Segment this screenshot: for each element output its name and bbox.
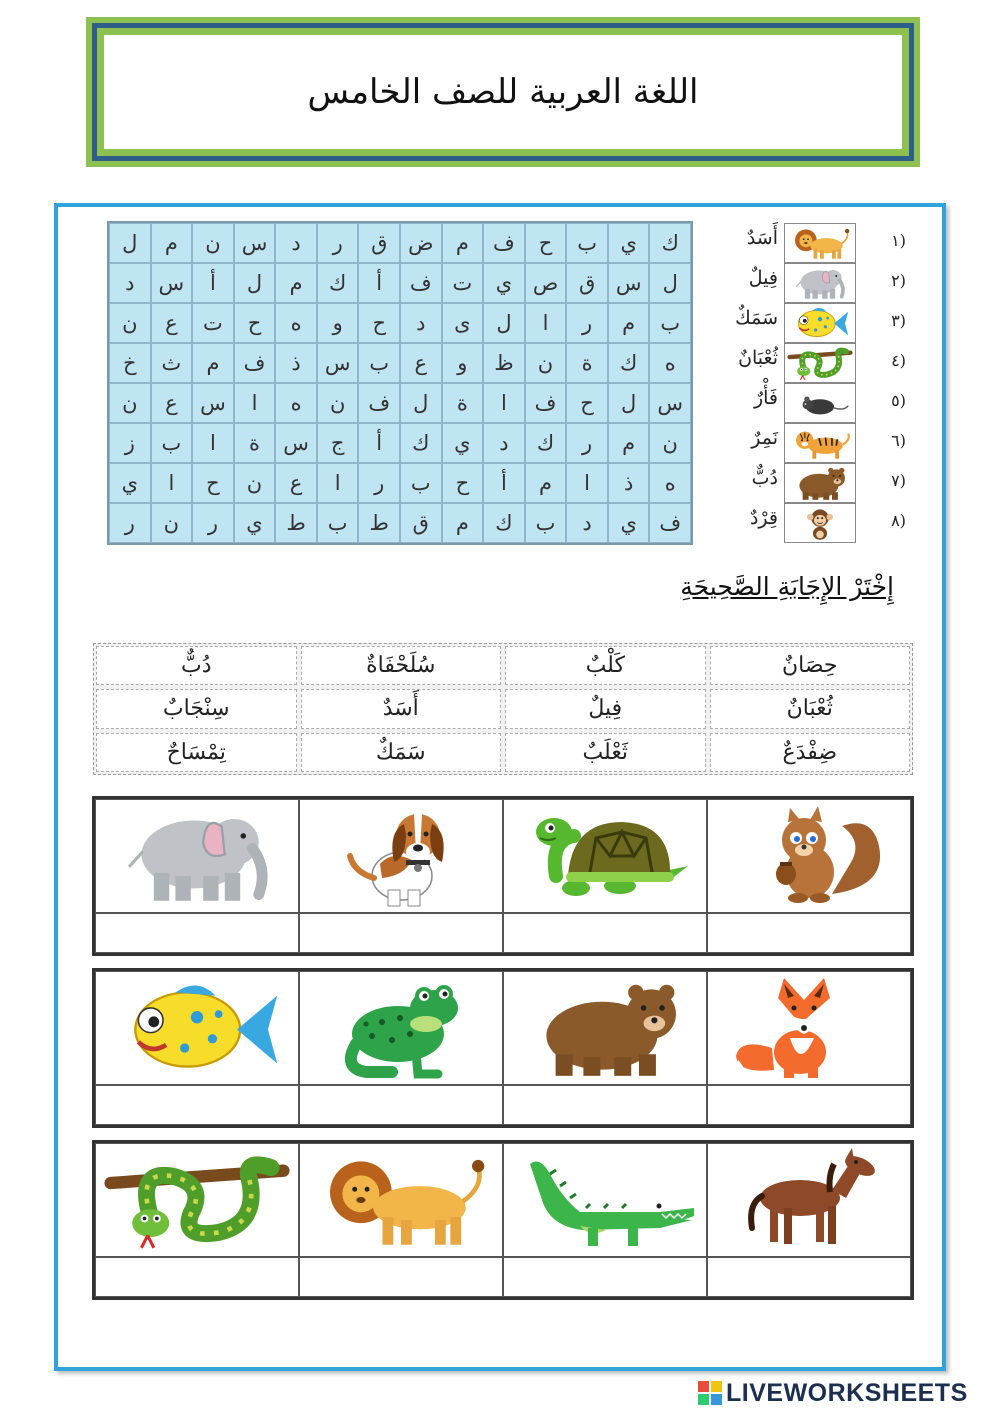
word-list-word: ثُعْبَانٌ — [738, 347, 778, 369]
grid-cell[interactable]: ل — [483, 303, 525, 343]
grid-cell[interactable]: ا — [192, 423, 234, 463]
picture-cell — [299, 1143, 503, 1257]
grid-cell[interactable]: أ — [483, 463, 525, 503]
grid-cell[interactable]: ك — [317, 263, 359, 303]
grid-cell[interactable]: ح — [566, 383, 608, 423]
picture-table-3 — [92, 1140, 914, 1300]
answer-drop-zone[interactable] — [299, 1085, 503, 1125]
picture-cell — [503, 971, 707, 1085]
grid-cell[interactable]: ب — [566, 223, 608, 263]
header-banner — [86, 17, 920, 167]
grid-cell[interactable]: ب — [649, 303, 691, 343]
grid-cell[interactable]: س — [317, 343, 359, 383]
grid-cell[interactable]: ك — [525, 423, 567, 463]
grid-cell[interactable]: ه — [275, 383, 317, 423]
elephant-icon — [102, 802, 292, 910]
crocodile-icon — [510, 1146, 700, 1254]
grid-cell[interactable]: ه — [649, 343, 691, 383]
watermark-text: LIVEWORKSHEETS — [726, 1378, 968, 1407]
grid-cell[interactable]: ق — [566, 263, 608, 303]
grid-cell[interactable]: ر — [192, 503, 234, 543]
grid-cell[interactable]: ع — [151, 383, 193, 423]
grid-cell[interactable]: ي — [608, 503, 650, 543]
grid-cell[interactable]: ن — [649, 423, 691, 463]
grid-cell[interactable]: و — [317, 303, 359, 343]
grid-cell[interactable]: ب — [400, 463, 442, 503]
word-list-item — [712, 223, 912, 263]
fish-icon — [784, 303, 856, 343]
grid-cell[interactable]: ن — [109, 383, 151, 423]
grid-cell[interactable]: ق — [400, 503, 442, 543]
grid-cell[interactable]: ظ — [483, 343, 525, 383]
grid-cell[interactable]: ف — [358, 383, 400, 423]
grid-cell[interactable]: ح — [442, 463, 484, 503]
grid-cell[interactable]: ل — [400, 383, 442, 423]
answer-drop-zone[interactable] — [299, 913, 503, 953]
grid-cell[interactable]: م — [608, 303, 650, 343]
fox-icon — [714, 974, 904, 1082]
word-list-item — [712, 463, 912, 503]
grid-cell[interactable]: ي — [608, 223, 650, 263]
grid-cell[interactable]: أ — [358, 423, 400, 463]
grid-cell[interactable]: ي — [483, 263, 525, 303]
liveworksheets-watermark — [698, 1378, 968, 1408]
grid-cell[interactable]: ي — [234, 503, 276, 543]
grid-cell[interactable]: ن — [525, 343, 567, 383]
grid-cell[interactable]: ع — [400, 343, 442, 383]
grid-cell[interactable]: ا — [525, 303, 567, 343]
grid-cell[interactable]: ح — [192, 463, 234, 503]
grid-cell[interactable]: ن — [151, 503, 193, 543]
word-search-grid — [107, 221, 693, 545]
picture-cell — [95, 971, 299, 1085]
word-list-number: ٦) — [891, 431, 906, 450]
grid-cell[interactable]: س — [151, 263, 193, 303]
turtle-icon — [510, 802, 700, 910]
answer-drop-zone[interactable] — [707, 913, 911, 953]
header-border-blue — [92, 23, 914, 161]
grid-cell[interactable]: س — [192, 383, 234, 423]
grid-cell[interactable]: ف — [649, 503, 691, 543]
answer-drop-zone[interactable] — [503, 1085, 707, 1125]
grid-cell[interactable]: م — [442, 223, 484, 263]
grid-cell[interactable]: س — [608, 263, 650, 303]
word-list-number: ٥) — [891, 391, 906, 410]
answer-drop-zone[interactable] — [503, 1257, 707, 1297]
picture-cell — [707, 799, 911, 913]
lion-icon — [784, 223, 856, 263]
picture-table-2 — [92, 968, 914, 1128]
word-list-word: دُبٌّ — [751, 467, 778, 489]
grid-cell[interactable]: م — [192, 343, 234, 383]
word-bank-item[interactable]: سُلَحْفَاةٌ — [301, 646, 502, 685]
grid-cell[interactable]: ف — [483, 223, 525, 263]
word-list-word: فَأْرٌ — [753, 387, 778, 409]
grid-cell[interactable]: د — [109, 263, 151, 303]
instruction-heading: إِخْتَرْ الإِجَابَةِ الصَّحِيحَةِ — [680, 572, 894, 601]
word-list-word: سَمَكٌ — [735, 307, 778, 329]
grid-cell[interactable]: ن — [317, 383, 359, 423]
grid-cell[interactable]: ي — [109, 463, 151, 503]
grid-cell[interactable]: د — [566, 503, 608, 543]
word-bank-item[interactable]: سَمَكٌ — [301, 733, 502, 772]
grid-cell[interactable]: س — [649, 383, 691, 423]
word-list-word: نَمِرٌ — [751, 427, 778, 449]
grid-cell[interactable]: ع — [275, 463, 317, 503]
picture-cell — [95, 799, 299, 913]
word-list-number: ٣) — [891, 311, 906, 330]
word-bank-item[interactable]: ثَعْلَبٌ — [505, 733, 706, 772]
grid-cell[interactable]: ة — [442, 383, 484, 423]
word-bank-item[interactable]: ثُعْبَانٌ — [710, 689, 911, 728]
dog-icon — [306, 802, 496, 910]
answer-drop-zone[interactable] — [95, 1257, 299, 1297]
grid-cell[interactable]: أ — [358, 263, 400, 303]
grid-cell[interactable]: ج — [317, 423, 359, 463]
grid-cell[interactable]: ف — [525, 383, 567, 423]
grid-cell[interactable]: ر — [109, 503, 151, 543]
grid-cell[interactable]: ك — [483, 503, 525, 543]
grid-cell[interactable]: م — [151, 223, 193, 263]
grid-cell[interactable]: ط — [275, 503, 317, 543]
grid-cell[interactable]: ا — [234, 383, 276, 423]
grid-cell[interactable]: ك — [649, 223, 691, 263]
grid-cell[interactable]: ح — [525, 223, 567, 263]
grid-cell[interactable]: ب — [525, 503, 567, 543]
elephant-icon — [784, 263, 856, 303]
grid-cell[interactable]: ر — [317, 223, 359, 263]
word-list-item — [712, 423, 912, 463]
header-panel — [104, 35, 902, 149]
grid-cell[interactable]: ض — [400, 223, 442, 263]
grid-cell[interactable]: ي — [442, 423, 484, 463]
word-list-number: ٢) — [891, 271, 906, 290]
lion-icon — [306, 1146, 496, 1254]
grid-cell[interactable]: ذ — [275, 343, 317, 383]
snake-icon — [102, 1146, 292, 1254]
grid-cell[interactable]: ص — [525, 263, 567, 303]
word-list-number: ٤) — [891, 351, 906, 370]
word-list-number: ٧) — [891, 471, 906, 490]
answer-drop-zone[interactable] — [503, 913, 707, 953]
grid-cell[interactable]: ك — [608, 343, 650, 383]
word-bank-item[interactable]: أَسَدٌ — [301, 689, 502, 728]
word-list-item — [712, 343, 912, 383]
grid-cell[interactable]: ة — [234, 423, 276, 463]
picture-cell — [503, 1143, 707, 1257]
horse-icon — [714, 1146, 904, 1254]
grid-cell[interactable]: ن — [234, 463, 276, 503]
grid-cell[interactable]: ز — [109, 423, 151, 463]
grid-cell[interactable]: د — [483, 423, 525, 463]
picture-cell — [503, 799, 707, 913]
page-title: اللغة العربية للصف الخامس — [307, 72, 699, 112]
grid-cell[interactable]: ر — [566, 423, 608, 463]
word-list-word: أَسَدٌ — [746, 227, 778, 249]
grid-cell[interactable]: ف — [400, 263, 442, 303]
word-bank-item[interactable]: فِيلٌ — [505, 689, 706, 728]
grid-cell[interactable]: س — [234, 223, 276, 263]
liveworksheets-logo-icon — [698, 1381, 722, 1405]
grid-cell[interactable]: ر — [358, 463, 400, 503]
grid-cell[interactable]: ا — [151, 463, 193, 503]
word-list-word: قِرْدٌ — [749, 507, 778, 529]
grid-cell[interactable]: ث — [151, 343, 193, 383]
answer-drop-zone[interactable] — [299, 1257, 503, 1297]
grid-cell[interactable]: ا — [317, 463, 359, 503]
grid-cell[interactable]: ه — [649, 463, 691, 503]
grid-cell[interactable]: ر — [566, 303, 608, 343]
grid-cell[interactable]: و — [442, 343, 484, 383]
picture-cell — [707, 1143, 911, 1257]
grid-cell[interactable]: أ — [192, 263, 234, 303]
grid-cell[interactable]: ب — [358, 343, 400, 383]
grid-cell[interactable]: ب — [151, 423, 193, 463]
word-list-number: ٨) — [891, 511, 906, 530]
grid-cell[interactable]: س — [275, 423, 317, 463]
grid-cell[interactable]: م — [608, 423, 650, 463]
word-bank — [93, 643, 913, 775]
word-list-word: فِيلٌ — [748, 267, 778, 289]
grid-cell[interactable]: ك — [400, 423, 442, 463]
grid-cell[interactable]: ل — [234, 263, 276, 303]
word-bank-item[interactable]: سِنْجَابٌ — [96, 689, 297, 728]
grid-cell[interactable]: د — [275, 223, 317, 263]
bear-icon — [510, 974, 700, 1082]
word-list-item — [712, 303, 912, 343]
squirrel-icon — [714, 802, 904, 910]
picture-table-1 — [92, 796, 914, 956]
grid-cell[interactable]: ل — [649, 263, 691, 303]
bear-icon — [784, 463, 856, 503]
word-bank-item[interactable]: حِصَانٌ — [710, 646, 911, 685]
answer-drop-zone[interactable] — [95, 913, 299, 953]
header-border-green — [97, 28, 909, 156]
word-list — [712, 221, 912, 545]
mouse-icon — [784, 383, 856, 423]
monkey-icon — [784, 503, 856, 543]
grid-cell[interactable]: ت — [442, 263, 484, 303]
grid-cell[interactable]: خ — [109, 343, 151, 383]
answer-drop-zone[interactable] — [707, 1085, 911, 1125]
grid-cell[interactable]: ط — [358, 503, 400, 543]
grid-cell[interactable]: ذ — [608, 463, 650, 503]
grid-cell[interactable]: ه — [275, 303, 317, 343]
grid-cell[interactable]: م — [275, 263, 317, 303]
frog-icon — [306, 974, 496, 1082]
word-bank-item[interactable]: كَلْبٌ — [505, 646, 706, 685]
grid-cell[interactable]: ن — [109, 303, 151, 343]
picture-cell — [299, 799, 503, 913]
grid-cell[interactable]: ن — [192, 223, 234, 263]
grid-cell[interactable]: ع — [151, 303, 193, 343]
picture-cell — [707, 971, 911, 1085]
fish-icon — [102, 974, 292, 1082]
grid-cell[interactable]: ا — [566, 463, 608, 503]
answer-drop-zone[interactable] — [95, 1085, 299, 1125]
grid-cell[interactable]: ح — [358, 303, 400, 343]
answer-drop-zone[interactable] — [707, 1257, 911, 1297]
grid-cell[interactable]: ت — [192, 303, 234, 343]
grid-cell[interactable]: د — [400, 303, 442, 343]
word-list-item — [712, 263, 912, 303]
grid-cell[interactable]: ل — [608, 383, 650, 423]
word-bank-item[interactable]: ضِفْدَعٌ — [710, 733, 911, 772]
snake-icon — [784, 343, 856, 383]
picture-cell — [299, 971, 503, 1085]
grid-cell[interactable]: ب — [317, 503, 359, 543]
grid-cell[interactable]: ف — [234, 343, 276, 383]
word-bank-item[interactable]: تِمْسَاحٌ — [96, 733, 297, 772]
word-list-item — [712, 503, 912, 543]
grid-cell[interactable]: م — [525, 463, 567, 503]
picture-cell — [95, 1143, 299, 1257]
grid-cell[interactable]: ح — [234, 303, 276, 343]
grid-cell[interactable]: م — [442, 503, 484, 543]
word-list-item — [712, 383, 912, 423]
word-list-number: ١) — [891, 231, 906, 250]
grid-cell[interactable]: ل — [109, 223, 151, 263]
grid-cell[interactable]: ة — [566, 343, 608, 383]
grid-cell[interactable]: ا — [483, 383, 525, 423]
word-bank-item[interactable]: دُبٌّ — [96, 646, 297, 685]
tiger-icon — [784, 423, 856, 463]
grid-cell[interactable]: ق — [358, 223, 400, 263]
grid-cell[interactable]: ى — [442, 303, 484, 343]
